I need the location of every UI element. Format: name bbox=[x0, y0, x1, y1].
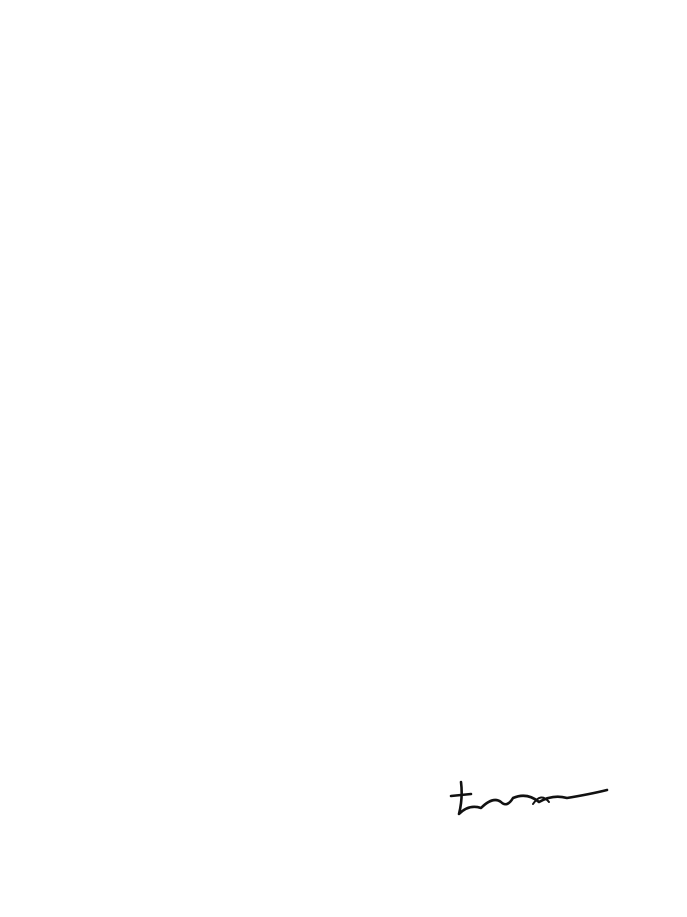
handwritten-signature-icon bbox=[441, 774, 611, 824]
